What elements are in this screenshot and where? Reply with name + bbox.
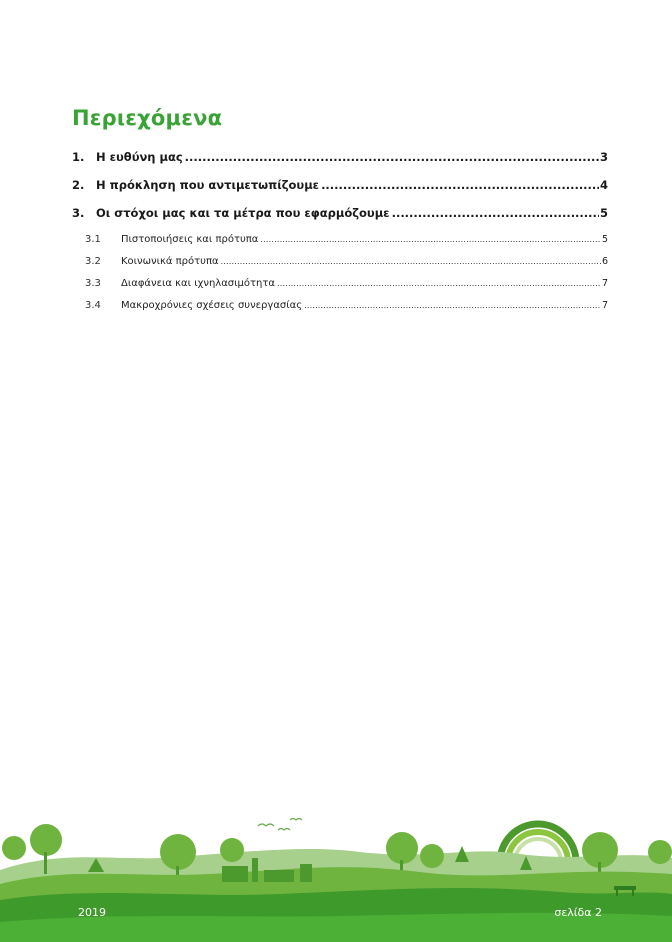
toc-subentry-3-2[interactable] xyxy=(72,256,608,278)
toc-leader xyxy=(221,257,601,266)
toc-leader xyxy=(277,279,601,288)
toc-subentry-page: 5 xyxy=(601,234,608,245)
toc-entry-page: 5 xyxy=(599,206,608,220)
footer-year: 2019 xyxy=(78,906,106,919)
toc-subentry-3-3[interactable] xyxy=(72,278,608,300)
toc-entry-1[interactable] xyxy=(72,150,608,178)
toc-entry-number: 2. xyxy=(72,178,85,192)
toc-leader xyxy=(304,301,601,310)
toc-subentry-number: 3.3 xyxy=(85,278,101,289)
toc-subentry-page: 7 xyxy=(601,300,608,311)
toc-subentry-label: Κοινωνικά πρότυπα xyxy=(121,256,219,267)
toc-subentry-page: 6 xyxy=(601,256,608,267)
toc-leader xyxy=(185,150,599,164)
toc-entry-page: 3 xyxy=(599,150,608,164)
toc-leader xyxy=(321,178,599,192)
toc-subentry-number: 3.1 xyxy=(85,234,101,245)
toc-entry-label: Η ευθύνη μας xyxy=(96,150,183,164)
toc-subentry-label: Διαφάνεια και ιχνηλασιμότητα xyxy=(121,278,275,289)
toc-leader xyxy=(260,235,601,244)
toc-entry-number: 3. xyxy=(72,206,85,220)
toc-subentry-page: 7 xyxy=(601,278,608,289)
toc-subentry-number: 3.2 xyxy=(85,256,101,267)
toc-leader xyxy=(392,206,599,220)
table-of-contents xyxy=(72,150,608,322)
footer-page-number: σελίδα 2 xyxy=(554,906,602,919)
toc-entry-2[interactable] xyxy=(72,178,608,206)
toc-entry-page: 4 xyxy=(599,178,608,192)
toc-entry-label: Οι στόχοι μας και τα μέτρα που εφαρμόζουμε xyxy=(96,206,390,220)
page-title: Περιεχόμενα xyxy=(72,106,223,130)
toc-entry-number: 1. xyxy=(72,150,85,164)
toc-subentry-3-1[interactable] xyxy=(72,234,608,256)
toc-subentry-label: Μακροχρόνιες σχέσεις συνεργασίας xyxy=(121,300,303,311)
toc-entry-label: Η πρόκληση που αντιμετωπίζουμε xyxy=(96,178,320,192)
toc-subentry-3-4[interactable] xyxy=(72,300,608,322)
toc-subentry-number: 3.4 xyxy=(85,300,101,311)
toc-entry-3[interactable] xyxy=(72,206,608,234)
toc-subentry-label: Πιστοποιήσεις και πρότυπα xyxy=(121,234,259,245)
landscape-illustration-icon xyxy=(0,800,672,942)
